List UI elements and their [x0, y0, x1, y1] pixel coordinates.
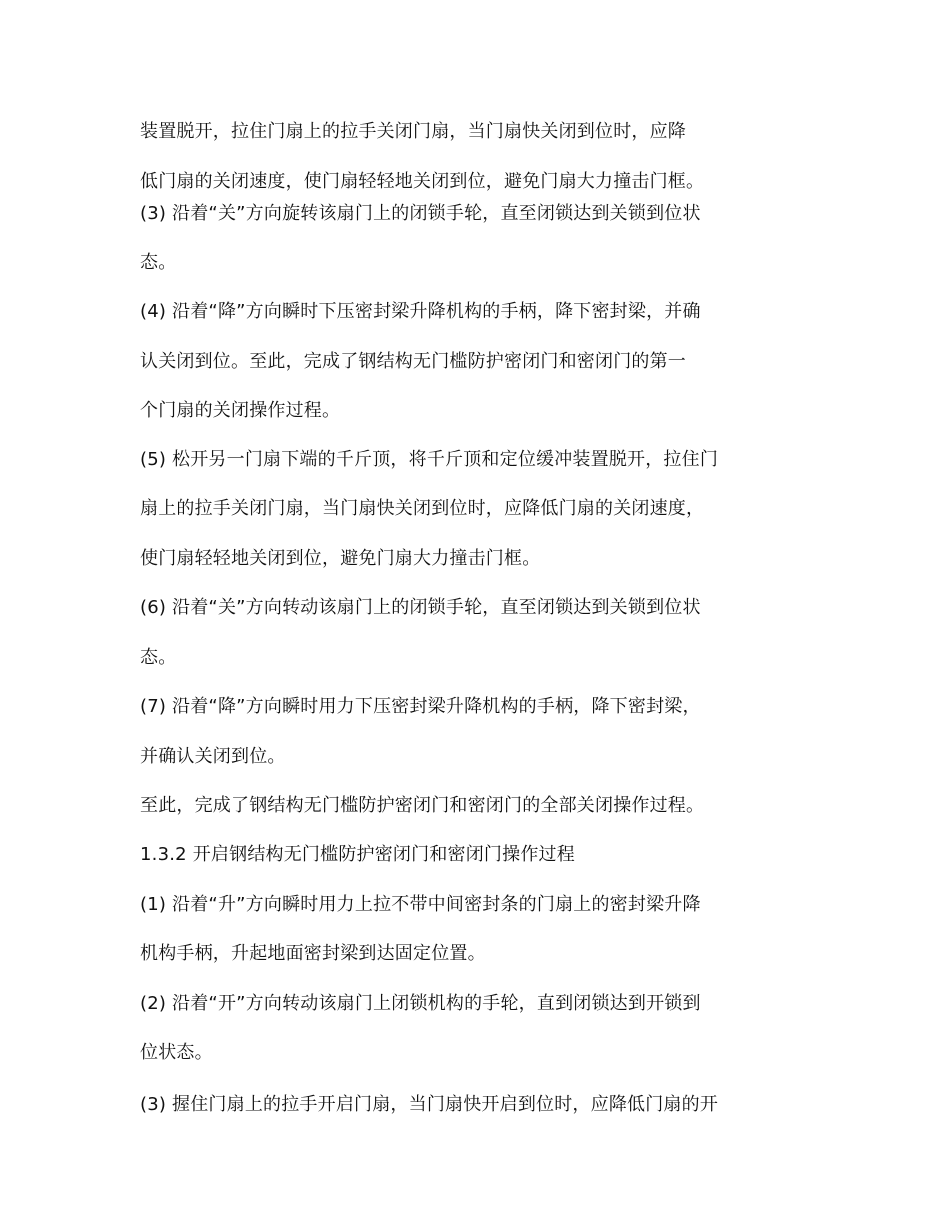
text-line: 位状态。	[140, 1042, 213, 1063]
text-line: (5) 松开另一门扇下端的千斤顶，将千斤顶和定位缓冲装置脱开，拉住门	[140, 449, 719, 470]
text-line: 装置脱开，拉住门扇上的拉手关闭门扇，当门扇快关闭到位时，应降	[140, 121, 686, 142]
text-line: (2) 沿着“开”方向转动该扇门上闭锁机构的手轮，直到闭锁达到开锁到	[140, 993, 701, 1014]
text-line: 使门扇轻轻地关闭到位，避免门扇大力撞击门框。	[140, 548, 541, 569]
text-line: 至此，完成了钢结构无门槛防护密闭门和密闭门的全部关闭操作过程。	[140, 795, 705, 816]
text-line: 态。	[140, 647, 177, 668]
text-line: (6) 沿着“关”方向转动该扇门上的闭锁手轮，直至闭锁达到关锁到位状	[140, 597, 701, 618]
text-line: 扇上的拉手关闭门扇，当门扇快关闭到位时，应降低门扇的关闭速度，	[140, 498, 705, 519]
section-heading: 1.3.2 开启钢结构无门槛防护密闭门和密闭门操作过程	[140, 844, 575, 865]
text-line: 个门扇的关闭操作过程。	[140, 400, 341, 421]
text-line: 机构手柄，升起地面密封梁到达固定位置。	[140, 943, 486, 964]
text-line: 态。	[140, 252, 177, 273]
text-line: (3) 沿着“关”方向旋转该扇门上的闭锁手轮，直至闭锁达到关锁到位状	[140, 203, 701, 224]
text-line: 认关闭到位。至此，完成了钢结构无门槛防护密闭门和密闭门的第一	[140, 351, 686, 372]
text-line: 并确认关闭到位。	[140, 746, 286, 767]
text-line: (4) 沿着“降”方向瞬时下压密封梁升降机构的手柄，降下密封梁，并确	[140, 301, 701, 322]
text-line: 低门扇的关闭速度，使门扇轻轻地关闭到位，避免门扇大力撞击门框。	[140, 171, 705, 192]
text-line: (3) 握住门扇上的拉手开启门扇，当门扇快开启到位时，应降低门扇的开	[140, 1094, 719, 1115]
text-line: (7) 沿着“降”方向瞬时用力下压密封梁升降机构的手柄，降下密封梁，	[140, 696, 701, 717]
text-line: (1) 沿着“升”方向瞬时用力上拉不带中间密封条的门扇上的密封梁升降	[140, 894, 701, 915]
